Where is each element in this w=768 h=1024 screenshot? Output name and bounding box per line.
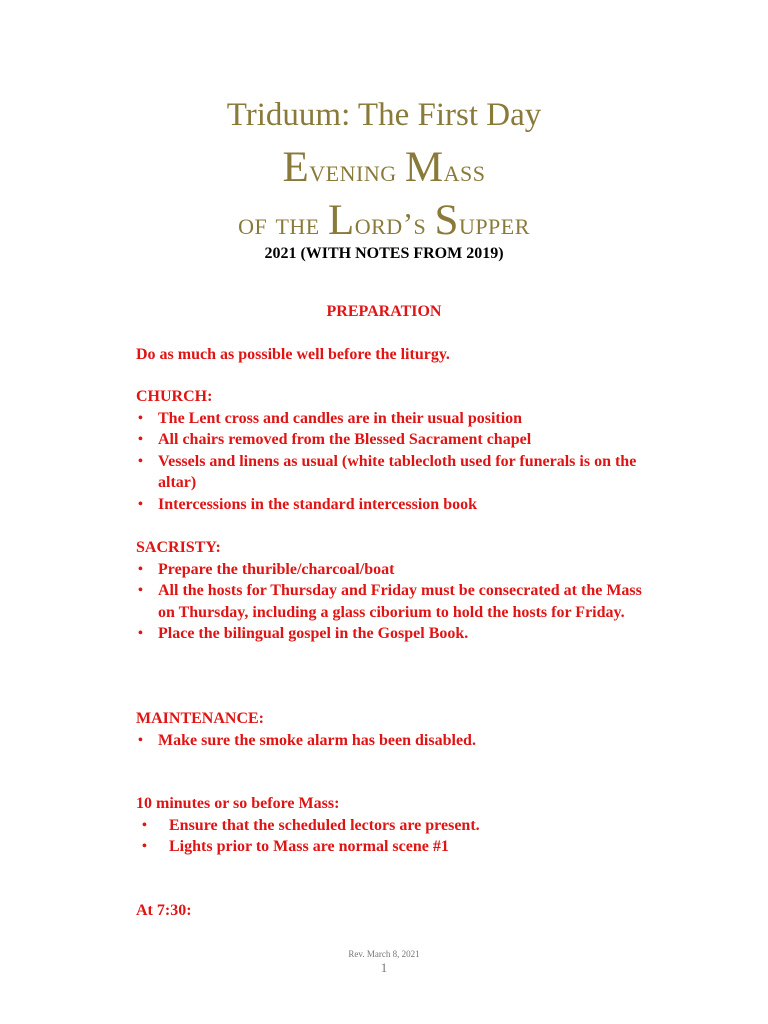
before-mass-list [136,815,646,858]
at-730-heading: At 7:30: [136,902,192,919]
list-item: • The Lent cross and candles are in their usual position [136,408,646,430]
title-text-vening: vening [309,153,405,188]
list-item: • Place the bilingual gospel in the Gospel Book. [136,623,646,645]
church-list [136,408,646,516]
title-text-ass: ass [443,153,486,188]
bullet-dot-icon: • [138,432,143,447]
before-mass-heading: 10 minutes or so before Mass: [136,795,340,812]
title-text-ords: ord’s [354,206,435,241]
list-item: • All chairs removed from the Blessed Sacrament chapel [136,429,646,451]
maintenance-heading: MAINTENANCE: [136,710,264,727]
list-item: • Ensure that the scheduled lectors are present. [136,815,646,837]
list-item: • Vessels and linens as usual (white tablecloth used for funerals is on the altar) [138,452,637,491]
list-item: • All the hosts for Thursday and Friday must be consecrated at the Mass on Thursday, including a glass ciborium to hold the hosts for Friday. [138,582,642,621]
bullet-dot-icon: • [138,583,143,598]
page-number: 1 [380,960,388,975]
document-subtitle-top: Triduum: The First Day [226,97,542,133]
bullet-dot-icon: • [138,732,143,748]
maintenance-section [136,708,646,751]
maintenance-list [136,730,646,752]
title-initial-l: L [327,197,355,244]
title-initial-e: E [282,144,310,191]
list-item: • Make sure the smoke alarm has been disabled. [136,730,646,752]
bullet-dot-icon: • [138,626,143,641]
sacristy-section [136,537,646,645]
title-initial-s: S [434,197,459,244]
church-heading: CHURCH: [136,388,213,405]
sacristy-list [136,559,646,645]
church-section [136,386,646,515]
sacristy-heading: SACRISTY: [136,539,221,556]
document-title-line-1 [0,140,768,199]
document-year-subtitle: 2021 (WITH NOTES FROM 2019) [264,245,504,262]
bullet-dot-icon: • [138,410,143,426]
list-item: • Lights prior to Mass are normal scene #1 [136,836,646,858]
preparation-heading: PREPARATION [326,303,442,320]
before-mass-section [136,793,646,858]
title-initial-m: M [404,144,444,191]
bullet-dot-icon: • [138,496,143,512]
bullet-dot-icon: • [138,453,143,469]
bullet-dot-icon: • [138,561,143,577]
bullet-dot-icon: • [142,839,147,854]
list-item: • Prepare the thurible/charcoal/boat [136,559,646,581]
title-text-upper: upper [458,206,530,241]
revision-date: Rev. March 8, 2021 [348,949,420,959]
list-item: • Intercessions in the standard intercession book [136,494,646,516]
preparation-intro: Do as much as possible well before the liturgy. [136,346,450,363]
title-text-of-the: of the [238,206,328,241]
bullet-dot-icon: • [142,817,147,833]
